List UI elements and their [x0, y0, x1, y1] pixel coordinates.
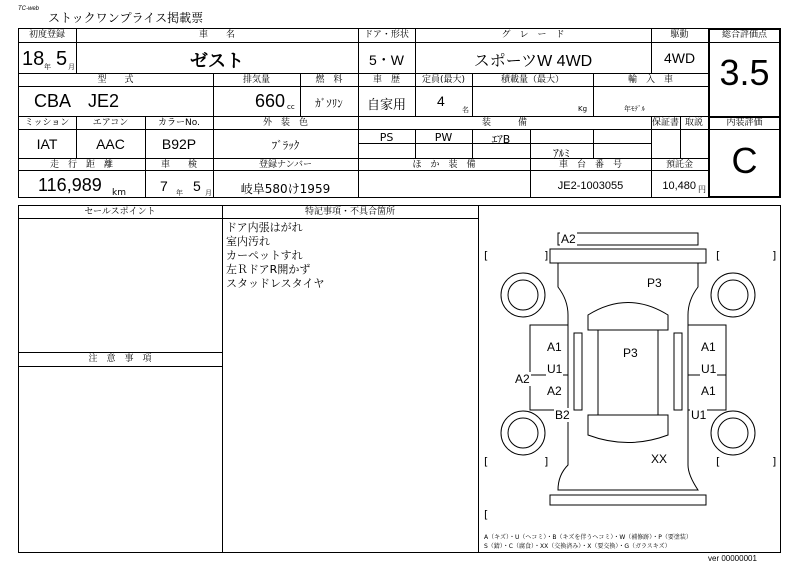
- logo-text: TC-web: [18, 6, 40, 12]
- equip-al: ｱﾙﾐ: [553, 147, 570, 160]
- mission-label: ミッション: [24, 118, 70, 128]
- mission: IAT: [36, 136, 58, 152]
- chassis-label: 車 台 番 号: [558, 160, 622, 170]
- drive: 4WD: [663, 50, 696, 66]
- reg-month-unit: 月: [68, 63, 75, 71]
- door-shape: 5・W: [369, 52, 404, 68]
- insp-month: 5: [193, 178, 201, 194]
- damage-a1-left: A1: [547, 340, 562, 354]
- capacity-label: 定員(最大): [421, 75, 466, 85]
- damage-u1-left: U1: [547, 362, 563, 376]
- history: 自家用: [366, 98, 406, 113]
- caution-label: 注 意 事 項: [88, 354, 152, 364]
- plate-label: 登録ナンバー: [259, 160, 312, 170]
- person-unit: 名: [462, 106, 469, 114]
- equip-ps: PS: [379, 131, 394, 144]
- legend-line-1: A（キズ）・U（ヘコミ）・B（キズを伴うヘコミ）・W（補修跡）・P（要塗装）: [484, 534, 692, 541]
- bracket-7: [: [716, 455, 721, 468]
- legend-line-2: S（錆）・C（腐食）・XX（交換済み）・X（要交換）・G（ガラスキズ）: [484, 543, 671, 550]
- model: JE2: [88, 91, 120, 111]
- insp-year-unit: 年: [176, 189, 183, 197]
- color: ﾌﾞﾗｯｸ: [271, 139, 300, 152]
- plate: 岐阜580け1959: [240, 182, 331, 196]
- damage-p3-top: P3: [647, 276, 662, 290]
- equip-label: 装 備: [481, 118, 527, 128]
- color-no: B92P: [161, 136, 197, 152]
- insp-month-unit: 月: [205, 189, 212, 197]
- cc-unit: cc: [287, 103, 295, 111]
- damage-a2-top: A2: [561, 232, 576, 246]
- damage-u1-right2: U1: [691, 408, 707, 422]
- logo: [18, 6, 39, 12]
- equip-pw: PW: [434, 131, 453, 144]
- model-label: 型 式: [97, 75, 134, 85]
- kg-unit: Kg: [578, 105, 588, 113]
- damage-a2-left: A2: [547, 384, 562, 398]
- damage-b2-left: B2: [555, 408, 570, 422]
- bracket-2: ]: [544, 249, 549, 262]
- aircon-label: エアコン: [92, 118, 129, 128]
- import-label: 輸 入 車: [627, 75, 673, 85]
- model-prefix: CBA: [34, 91, 72, 111]
- color-label: 外 装 色: [262, 118, 308, 128]
- bracket-1: [: [484, 249, 489, 262]
- damage-p3-roof: P3: [623, 346, 638, 360]
- sales-point-label: セールスポイント: [84, 207, 156, 217]
- note-5: スタッドレスタイヤ: [226, 277, 325, 290]
- reg-year-unit: 年: [44, 63, 51, 71]
- damage-u1-right: U1: [701, 362, 717, 376]
- price-label: 預託金: [665, 160, 693, 170]
- damage-a1-right2: A1: [701, 384, 716, 398]
- car-name: ゼスト: [190, 51, 244, 72]
- page-title: ストックワンプライス掲載票: [48, 11, 204, 25]
- aircon: AAC: [96, 136, 125, 152]
- drive-label: 駆動: [670, 30, 689, 40]
- chassis: JE2-1003055: [557, 180, 624, 192]
- load-label: 積載量（最大）: [500, 75, 564, 85]
- fuel-label: 燃 料: [315, 75, 343, 85]
- bracket-9: [: [484, 508, 489, 521]
- displacement: 660: [255, 91, 286, 111]
- history-label: 車 歴: [372, 75, 400, 85]
- inspection-label: 車 検: [160, 160, 197, 170]
- bracket-4: ]: [772, 249, 777, 262]
- note-3: カーペットすれ: [226, 249, 303, 262]
- first-reg-label: 初度登録: [28, 30, 65, 40]
- displacement-label: 排気量: [242, 75, 270, 85]
- capacity: 4: [437, 93, 445, 109]
- equip-ab: ｴｱB: [491, 133, 511, 146]
- note-2: 室内汚れ: [226, 235, 270, 248]
- insp-year: 7: [160, 178, 168, 194]
- damage-a1-right1: A1: [701, 340, 716, 354]
- interior-label: 内装評価: [726, 118, 763, 128]
- reg-month: 5: [56, 48, 68, 70]
- version: ver 00000001: [708, 554, 757, 563]
- mileage: 116,989: [38, 175, 102, 195]
- note-1: ドア内張はがれ: [226, 221, 303, 234]
- car-name-label: 車 名: [198, 30, 235, 40]
- color-no-label: カラーNo.: [158, 118, 200, 128]
- warranty-label: 保証書: [651, 118, 679, 128]
- grade: スポーツW 4WD: [473, 53, 593, 70]
- interior-grade: C: [731, 140, 758, 181]
- model-year-unit: 年ﾓﾃﾞﾙ: [624, 105, 645, 113]
- fuel: ｶﾞｿﾘﾝ: [315, 97, 343, 110]
- damage-xx-rear: XX: [651, 452, 668, 466]
- reg-year: 18: [22, 48, 45, 70]
- damage-a2-side: A2: [515, 372, 530, 386]
- other-equip-label: ほ か 装 備: [412, 160, 476, 170]
- yen-unit: 円: [698, 185, 706, 194]
- bracket-3: [: [716, 249, 721, 262]
- km-unit: km: [112, 188, 126, 198]
- bracket-5: [: [484, 455, 489, 468]
- overall-score: 3.5: [719, 52, 770, 93]
- deposit: 10,480: [662, 180, 696, 192]
- manual-label: 取説: [684, 118, 703, 128]
- grade-label: グ レ ー ド: [501, 30, 565, 40]
- bracket-8: ]: [772, 455, 777, 468]
- score-label: 総合評価点: [721, 30, 767, 40]
- mileage-label: 走 行 距 離: [49, 160, 113, 170]
- note-4: 左ＲドアR開かず: [226, 263, 311, 276]
- notes-title: 特記事項・不具合箇所: [304, 207, 395, 217]
- door-label: ドア・形状: [364, 30, 409, 40]
- bracket-6: ]: [544, 455, 549, 468]
